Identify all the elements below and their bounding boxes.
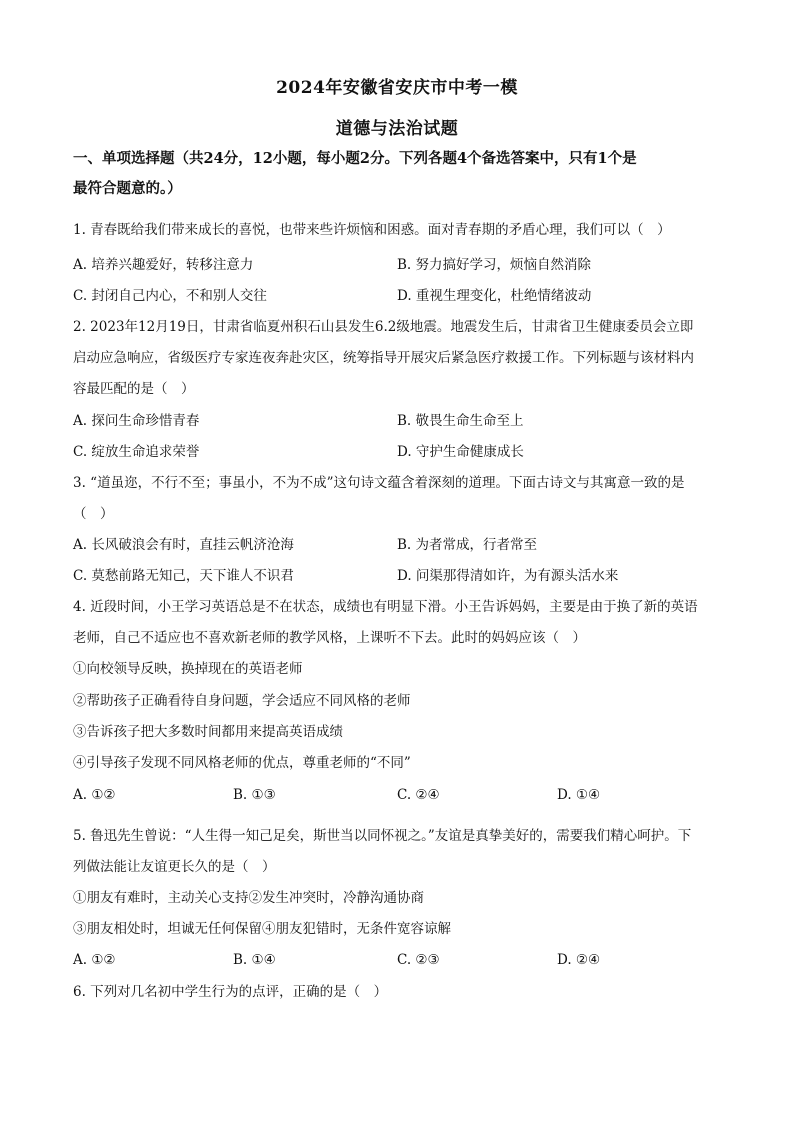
q2-stem-line1: 2. 2023年12月19日，甘肃省临夏州积石山县发生6.2级地震。地震发生后，甘肃省卫生健康委员会立即: [73, 319, 694, 335]
q2-option-b: B. 敬畏生命生命至上: [397, 413, 524, 429]
q1-option-b: B. 努力搞好学习，烦恼自然消除: [397, 257, 592, 273]
q2-stem-line2: 启动应急响应，省级医疗专家连夜奔赴灾区，统筹指导开展灾后紧急医疗救援工作。下列标题与该材料内: [73, 350, 694, 366]
q5-option-c: C. ②③: [397, 952, 440, 968]
q2-stem-line3: 容最匹配的是（ ）: [73, 381, 195, 397]
exam-subtitle: 道德与法治试题: [335, 119, 459, 139]
q5-option-b: B. ①④: [233, 952, 276, 968]
q2-option-d: D. 守护生命健康成长: [397, 444, 524, 460]
q5-statements-1-2: ①朋友有难时，主动关心支持②发生冲突时，冷静沟通协商: [73, 890, 424, 906]
q5-option-d: D. ②④: [557, 952, 601, 968]
q3-option-a: A. 长风破浪会有时，直挂云帆济沧海: [73, 537, 294, 553]
q2-option-c: C. 绽放生命追求荣誉: [73, 444, 200, 460]
q4-statement-1: ①向校领导反映，换掉现在的英语老师: [73, 661, 303, 677]
q4-option-c: C. ②④: [397, 787, 440, 803]
q5-stem-line2: 列做法能让友谊更长久的是（ ）: [73, 859, 276, 875]
q2-option-a: A. 探问生命珍惜青春: [73, 413, 200, 429]
q4-stem-line2: 老师，自己不适应也不喜欢新老师的教学风格，上课听不下去。此时的妈妈应该（ ）: [73, 630, 586, 646]
q4-statement-2: ②帮助孩子正确看待自身问题，学会适应不同风格的老师: [73, 693, 411, 709]
exam-title: 2024年安徽省安庆市中考一模: [276, 78, 518, 98]
q4-option-b: B. ①③: [233, 787, 276, 803]
q4-option-d: D. ①④: [557, 787, 601, 803]
q5-statements-3-4: ③朋友相处时，坦诚无任何保留④朋友犯错时，无条件宽容谅解: [73, 921, 451, 937]
q6-stem: 6. 下列对几名初中学生行为的点评，正确的是（ ）: [73, 984, 388, 1000]
section-heading-line1: 一、单项选择题（共24分，12小题，每小题2分。下列各题4个备选答案中，只有1个是: [73, 150, 637, 167]
q5-stem-line1: 5. 鲁迅先生曾说：“人生得一知己足矣，斯世当以同怀视之。”友谊是真挚美好的，需要我们精心呵护。下: [73, 828, 692, 844]
q1-option-d: D. 重视生理变化，杜绝情绪波动: [397, 288, 592, 304]
q1-stem: 1. 青春既给我们带来成长的喜悦，也带来些许烦恼和困惑。面对青春期的矛盾心理，我们可以（ ）: [73, 222, 671, 238]
q1-option-c: C. 封闭自己内心，不和别人交往: [73, 288, 267, 304]
q3-stem-line2: （ ）: [73, 506, 114, 522]
q4-statement-4: ④引导孩子发现不同风格老师的优点，尊重老师的“不同”: [73, 755, 411, 771]
q3-stem-line1: 3. “道虽迩，不行不至；事虽小，不为不成”这句诗文蕴含着深刻的道理。下面古诗文与其寓意一致的是: [73, 475, 685, 491]
q4-statement-3: ③告诉孩子把大多数时间都用来提高英语成绩: [73, 724, 343, 740]
q5-option-a: A. ①②: [73, 952, 116, 968]
section-heading-line2: 最符合题意的。）: [73, 180, 182, 197]
q3-option-c: C. 莫愁前路无知己，天下谁人不识君: [73, 568, 294, 584]
q3-option-d: D. 问渠那得清如许，为有源头活水来: [397, 568, 619, 584]
q4-option-a: A. ①②: [73, 787, 116, 803]
q1-option-a: A. 培养兴趣爱好，转移注意力: [73, 257, 254, 273]
q4-stem-line1: 4. 近段时间，小王学习英语总是不在状态，成绩也有明显下滑。小王告诉妈妈，主要是由于换了新的英语: [73, 599, 698, 615]
q3-option-b: B. 为者常成，行者常至: [397, 537, 538, 553]
